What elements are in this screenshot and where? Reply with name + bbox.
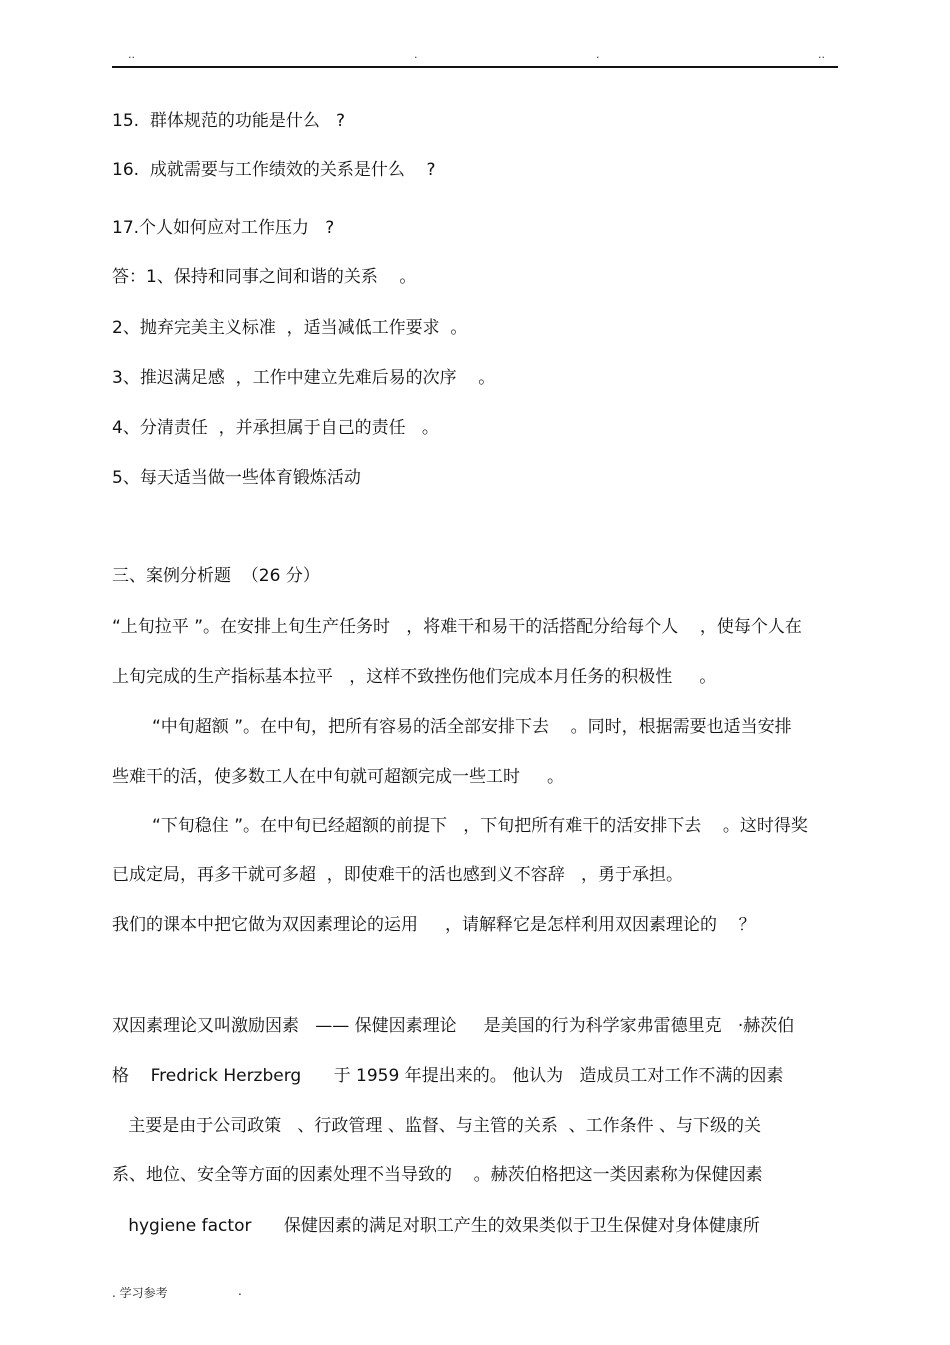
answer-item-2: 2、抛弃完美主义标准 ，适当减低工作要求 。 [112,318,468,338]
header-mark: . [596,48,600,61]
case-paragraph-2-cont: 些难干的活，使多数工人在中旬就可超额完成一些工时 。 [112,767,565,787]
case-paragraph-3-cont: 已成定局，再多干就可多超 ，即使难干的活也感到义不容辞 ，勇于承担。 [112,865,684,885]
answer-paragraph: 双因素理论又叫激励因素 —— 保健因素理论 是美国的行为科学家弗雷德里克 ·赫茨伯 [112,1016,795,1036]
answer-item-1: 答：1、保持和同事之间和谐的关系 。 [112,267,417,287]
question-16: 16. 成就需要与工作绩效的关系是什么 ? [112,160,436,180]
page-header [112,48,838,64]
case-paragraph-1: “上旬拉平 ”。在安排上旬生产任务时 ，将难干和易干的活搭配分给每个人 ，使每个人在 [112,617,802,637]
header-mark: . [414,48,418,61]
answer-paragraph-cont: 系、地位、安全等方面的因素处理不当导致的 。赫茨伯格把这一类因素称为保健因素 [112,1165,763,1185]
answer-item-5: 5、每天适当做一些体育锻炼活动 [112,468,361,488]
answer-item-4: 4、分清责任 ，并承担属于自己的责任 。 [112,418,439,438]
section-heading: 三、案例分析题 （26 分） [112,566,320,586]
question-15: 15. 群体规范的功能是什么 ? [112,111,346,131]
case-paragraph-3: “下旬稳住 ”。在中旬已经超额的前提下 ，下旬把所有难干的活安排下去 。这时得奖 [152,816,808,836]
answer-item-3: 3、推迟满足感 ，工作中建立先难后易的次序 。 [112,368,496,388]
case-paragraph-2: “中旬超额 ”。在中旬，把所有容易的活全部安排下去 。同时，根据需要也适当安排 [152,717,792,737]
question-17: 17.个人如何应对工作压力 ? [112,218,335,238]
page-footer-mark: . [238,1284,242,1298]
header-divider [112,66,838,68]
answer-paragraph-cont: hygiene factor 保健因素的满足对职工产生的效果类似于卫生保健对身体健康所 [112,1216,760,1236]
case-paragraph-1-cont: 上旬完成的生产指标基本拉平 ，这样不致挫伤他们完成本月任务的积极性 。 [112,667,717,687]
answer-paragraph-cont: 主要是由于公司政策 、行政管理 、监督、与主管的关系 、工作条件 、与下级的关 [112,1116,762,1136]
header-mark: .. [128,48,135,61]
page-footer-label: . 学习参考 [112,1286,168,1300]
case-question: 我们的课本中把它做为双因素理论的运用 ，请解释它是怎样利用双因素理论的 ？ [112,915,756,935]
answer-paragraph-cont: 格 Fredrick Herzberg 于 1959 年提出来的。 他认为 造成员工对工作不满的因素 [112,1066,784,1086]
header-mark: .. [818,48,825,61]
